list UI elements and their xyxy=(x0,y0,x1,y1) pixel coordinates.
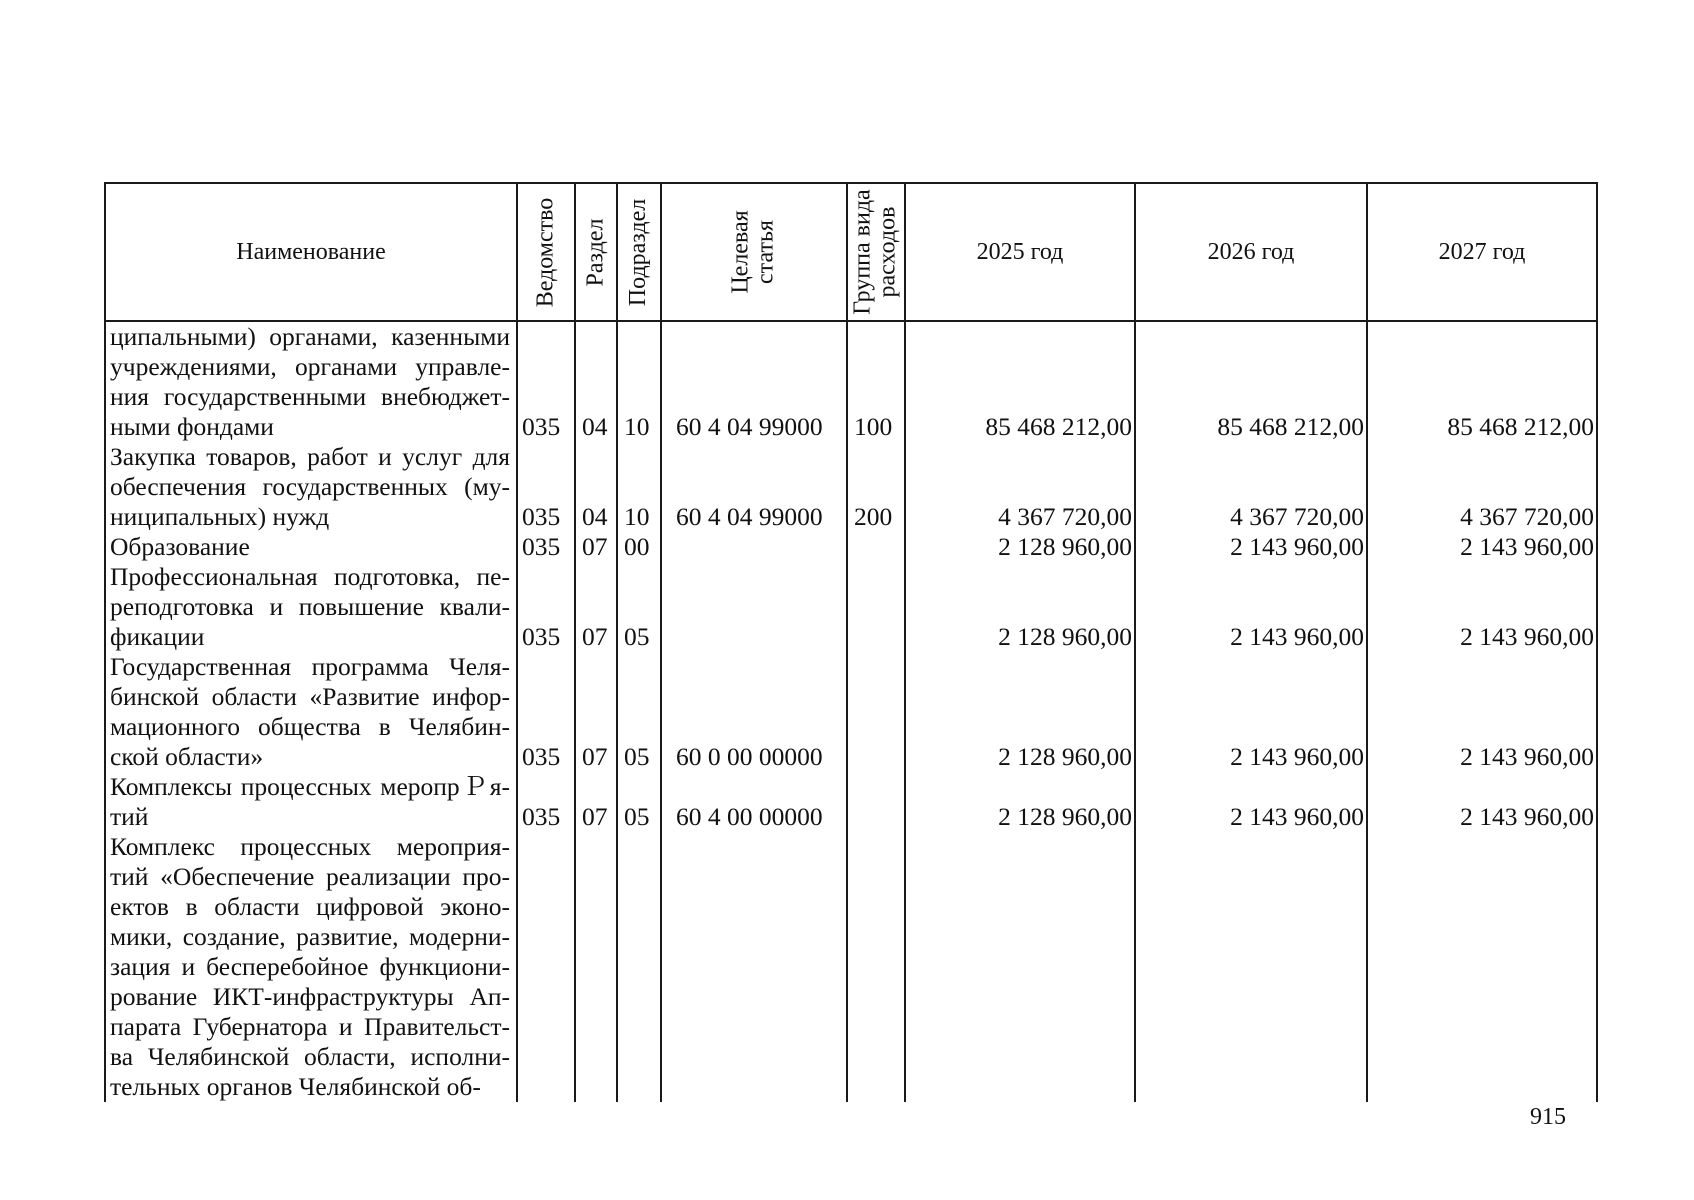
table-row xyxy=(104,322,1592,442)
cell-v2025: 2 128 960,00 xyxy=(998,742,1132,771)
budget-table xyxy=(104,182,1592,1102)
cell-razdel: 04 xyxy=(582,502,608,531)
row-name-line: ными фондами xyxy=(110,412,274,441)
header-tselevaya-line2: статья xyxy=(752,220,779,284)
header-gruppa-line1: Группа вида xyxy=(850,189,876,315)
row-name xyxy=(110,562,510,652)
header-name xyxy=(106,184,516,320)
row-name-line: бинской области «Развитие инфор- xyxy=(110,682,510,711)
row-name-line: тельных органов Челябинской об- xyxy=(110,1072,481,1101)
cell-razdel: 07 xyxy=(582,802,608,831)
row-name xyxy=(110,772,510,832)
cell-v2025: 85 468 212,00 xyxy=(985,412,1132,441)
row-name-line: парата Губернатора и Правительст- xyxy=(110,1012,510,1041)
cell-gruppa: 200 xyxy=(854,502,893,531)
cell-v2026: 85 468 212,00 xyxy=(1217,412,1364,441)
cell-razdel: 07 xyxy=(582,532,608,561)
row-name-line: Профессиональная подготовка, пе- xyxy=(110,562,510,591)
row-name xyxy=(110,652,510,772)
cell-podrazdel: 10 xyxy=(624,502,650,531)
header-podrazdel-label: Подраздел xyxy=(625,198,652,306)
cell-v2026: 2 143 960,00 xyxy=(1230,622,1364,651)
row-name-line: Образование xyxy=(110,532,250,561)
row-name-line: рование ИКТ-инфраструктуры Ап- xyxy=(110,982,510,1011)
cell-v2027: 2 143 960,00 xyxy=(1460,622,1594,651)
header-podrazdel xyxy=(618,184,660,320)
cell-v2026: 2 143 960,00 xyxy=(1230,802,1364,831)
row-name-line: зация и бесперебойное функциони- xyxy=(110,952,510,981)
cell-razdel: 07 xyxy=(582,622,608,651)
cell-v2025: 2 128 960,00 xyxy=(998,532,1132,561)
cell-ved: 035 xyxy=(522,502,561,531)
cell-v2027: 85 468 212,00 xyxy=(1447,412,1594,441)
cell-v2026: 2 143 960,00 xyxy=(1230,532,1364,561)
cell-podrazdel: 05 xyxy=(624,802,650,831)
cell-v2025: 4 367 720,00 xyxy=(998,502,1132,531)
cell-tsel: 60 0 00 00000 xyxy=(676,742,823,771)
header-vedomstvo xyxy=(518,184,574,320)
row-name xyxy=(110,442,510,532)
cell-v2026: 4 367 720,00 xyxy=(1230,502,1364,531)
header-2025 xyxy=(906,184,1134,320)
row-name-line: Комплексы процессных меропрＰя- xyxy=(110,772,510,801)
cell-podrazdel: 10 xyxy=(624,412,650,441)
row-name-line: Комплекс процессных мероприя- xyxy=(110,832,510,861)
cell-ved: 035 xyxy=(522,532,561,561)
header-2026-label: 2026 год xyxy=(1207,238,1295,265)
cell-podrazdel: 05 xyxy=(624,742,650,771)
cell-ved: 035 xyxy=(522,742,561,771)
header-razdel-label: Раздел xyxy=(582,218,609,286)
header-tselevaya-text xyxy=(729,210,779,293)
cell-v2025: 2 128 960,00 xyxy=(998,622,1132,651)
table-row xyxy=(104,442,1592,532)
cell-razdel: 04 xyxy=(582,412,608,441)
header-gruppa-line2: расходов xyxy=(875,206,901,298)
row-name-line: фикации xyxy=(110,622,205,651)
table-row xyxy=(104,652,1592,772)
table-row xyxy=(104,562,1592,652)
header-tselevaya-statya xyxy=(662,184,846,320)
row-name-line: ектов в области цифровой эконо- xyxy=(110,892,510,921)
row-name-line: тий «Обеспечение реализации про- xyxy=(110,862,510,891)
row-name-line: ва Челябинской области, исполни- xyxy=(110,1042,510,1071)
row-name-line: ской области» xyxy=(110,742,264,771)
cell-podrazdel: 05 xyxy=(624,622,650,651)
row-name-line: реподготовка и повышение квали- xyxy=(110,592,510,621)
header-name-label: Наименование xyxy=(236,238,386,265)
row-name-line: мики, создание, развитие, модерни- xyxy=(110,922,510,951)
row-name xyxy=(110,532,510,562)
row-name-line: тий xyxy=(110,802,149,831)
header-vedomstvo-label: Ведомство xyxy=(532,197,559,307)
cell-v2027: 2 143 960,00 xyxy=(1460,802,1594,831)
header-tselevaya-line1: Целевая xyxy=(727,210,754,294)
row-name-line: Государственная программа Челя- xyxy=(110,652,510,681)
cell-gruppa: 100 xyxy=(854,412,893,441)
row-name-line: Закупка товаров, работ и услуг для xyxy=(110,442,510,471)
cell-ved: 035 xyxy=(522,412,561,441)
cell-ved: 035 xyxy=(522,622,561,651)
header-gruppa-vida-rashodov xyxy=(848,184,904,320)
cell-ved: 035 xyxy=(522,802,561,831)
cell-v2027: 2 143 960,00 xyxy=(1460,742,1594,771)
cell-v2027: 4 367 720,00 xyxy=(1460,502,1594,531)
cell-v2026: 2 143 960,00 xyxy=(1230,742,1364,771)
cell-tsel: 60 4 00 00000 xyxy=(676,802,823,831)
row-name xyxy=(110,322,510,442)
page-number: 915 xyxy=(1530,1104,1566,1130)
header-2026 xyxy=(1136,184,1366,320)
table-row xyxy=(104,532,1592,562)
header-2027-label: 2027 год xyxy=(1438,238,1526,265)
table-row xyxy=(104,832,1592,1102)
header-2025-label: 2025 год xyxy=(976,238,1064,265)
header-razdel xyxy=(576,184,616,320)
row-name-line: ниципальных) нужд xyxy=(110,502,330,531)
row-name-line: ципальными) органами, казенными xyxy=(110,322,510,351)
cell-v2027: 2 143 960,00 xyxy=(1460,532,1594,561)
cell-tsel: 60 4 04 99000 xyxy=(676,412,823,441)
row-name-line: ния государственными внебюджет- xyxy=(110,382,510,411)
row-name-line: учреждениями, органами управле- xyxy=(110,352,510,381)
header-2027 xyxy=(1368,184,1596,320)
table-row xyxy=(104,772,1592,832)
cell-podrazdel: 00 xyxy=(624,532,650,561)
row-name-line: обеспечения государственных (му- xyxy=(110,472,510,501)
cell-tsel: 60 4 04 99000 xyxy=(676,502,823,531)
row-name xyxy=(110,832,510,1102)
row-name-line: мационного общества в Челябин- xyxy=(110,712,510,741)
cell-razdel: 07 xyxy=(582,742,608,771)
cell-v2025: 2 128 960,00 xyxy=(998,802,1132,831)
header-gruppa-text xyxy=(851,189,901,314)
